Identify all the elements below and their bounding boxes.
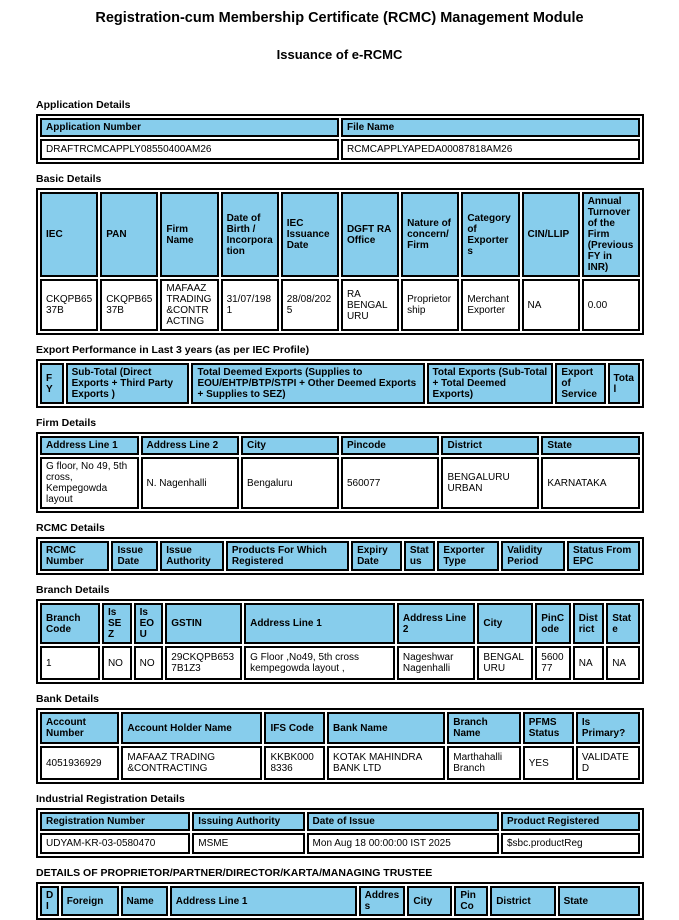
export-performance-table (36, 359, 644, 408)
table-cell: 560077 (341, 457, 440, 509)
section-label-proprietor-details: DETAILS OF PROPRIETOR/PARTNER/DIRECTOR/KARTA/MANAGING TRUSTEE (36, 867, 433, 879)
table-row (40, 833, 640, 854)
column-header: Expiry Date (351, 541, 402, 571)
column-header: State (558, 886, 640, 916)
table-cell: KOTAK MAHINDRA BANK LTD (327, 746, 445, 780)
table-row (40, 746, 640, 780)
column-header: Bank Name (327, 712, 445, 744)
column-header: IEC (40, 192, 98, 277)
branch-details-table (36, 599, 644, 684)
table-row (40, 457, 640, 509)
column-header: District (573, 603, 604, 644)
table-cell: BENGALURU (477, 646, 533, 680)
table-cell: NO (102, 646, 132, 680)
section-label-bank-details: Bank Details (36, 693, 100, 705)
table-cell: 29CKQPB6537B1Z3 (165, 646, 242, 680)
column-header: IEC Issuance Date (281, 192, 339, 277)
column-header: IFS Code (264, 712, 325, 744)
table-cell: Proprietorship (401, 279, 459, 331)
column-header: Status (404, 541, 436, 571)
column-header: Total Deemed Exports (Supplies to EOU/EHTP/BTP/STPI + Other Deemed Exports + Supplies to SEZ) (191, 363, 424, 404)
section-label-application-details: Application Details (36, 99, 131, 111)
table-header-row (40, 118, 640, 137)
table-cell: Merchant Exporter (461, 279, 519, 331)
table-cell: KARNATAKA (541, 457, 640, 509)
column-header: PFMS Status (523, 712, 574, 744)
table-header-row (40, 541, 640, 571)
column-header: Is Primary? (576, 712, 640, 744)
column-header: Branch Name (447, 712, 521, 744)
column-header: Export of Service (555, 363, 605, 404)
column-header: City (477, 603, 533, 644)
column-header: Pincode (341, 436, 440, 455)
table-cell: NA (606, 646, 640, 680)
table-cell: BENGALURU URBAN (441, 457, 539, 509)
column-header: FY (40, 363, 64, 404)
table-cell: $sbc.productReg (501, 833, 640, 854)
column-header: Total Exports (Sub-Total + Total Deemed Exports) (427, 363, 554, 404)
rcmc-details-table (36, 537, 644, 575)
column-header: Sub-Total (Direct Exports + Third Party Exports ) (66, 363, 190, 404)
page-subtitle: Issuance of e-RCMC (276, 47, 403, 62)
column-header: Issuing Authority (192, 812, 304, 831)
table-header-row (40, 603, 640, 644)
column-header: City (241, 436, 339, 455)
column-header: Exporter Type (437, 541, 499, 571)
basic-details-table (36, 188, 644, 335)
column-header: Is SEZ (102, 603, 132, 644)
column-header: Product Registered (501, 812, 640, 831)
column-header: PinCo (454, 886, 488, 916)
section-label-export-performance: Export Performance in Last 3 years (as per IEC Profile) (36, 344, 310, 356)
column-header: Products For Which Registered (226, 541, 349, 571)
column-header: Annual Turnover of the Firm (Previous FY in INR) (582, 192, 640, 277)
table-header-row (40, 192, 640, 277)
table-cell: VALIDATED (576, 746, 640, 780)
table-cell: NA (522, 279, 580, 331)
table-cell: 0.00 (582, 279, 640, 331)
column-header: Address Line 1 (40, 436, 139, 455)
column-header: PinCode (535, 603, 571, 644)
column-header: City (407, 886, 452, 916)
column-header: Category of Exporters (461, 192, 519, 277)
table-cell: MSME (192, 833, 304, 854)
section-label-basic-details: Basic Details (36, 173, 102, 185)
table-cell: KKBK0008336 (264, 746, 325, 780)
column-header: PAN (100, 192, 158, 277)
table-cell: G floor, No 49, 5th cross, Kempegowda layout (40, 457, 139, 509)
bank-details-table (36, 708, 644, 784)
table-cell: RCMCAPPLYAPEDA00087818AM26 (341, 139, 640, 160)
table-cell: NO (134, 646, 164, 680)
column-header: State (606, 603, 640, 644)
table-cell: CKQPB6537B (100, 279, 158, 331)
table-cell: DRAFTRCMCAPPLY08550400AM26 (40, 139, 339, 160)
table-cell: 1 (40, 646, 100, 680)
table-cell: MAFAAZ TRADING &CONTRACTING (160, 279, 218, 331)
column-header: Address (359, 886, 406, 916)
table-row (40, 279, 640, 331)
table-cell: Mon Aug 18 00:00:00 IST 2025 (307, 833, 499, 854)
column-header: Application Number (40, 118, 339, 137)
column-header: Issue Authority (160, 541, 224, 571)
column-header: Date of Birth / Incorporation (221, 192, 279, 277)
column-header: File Name (341, 118, 640, 137)
firm-details-table (36, 432, 644, 513)
column-header: State (541, 436, 640, 455)
column-header: Validity Period (501, 541, 565, 571)
column-header: RCMC Number (40, 541, 109, 571)
table-header-row (40, 886, 640, 916)
column-header: Address Line 2 (141, 436, 240, 455)
column-header: Name (121, 886, 168, 916)
column-header: Account Number (40, 712, 119, 744)
column-header: District (490, 886, 555, 916)
section-label-rcmc-details: RCMC Details (36, 522, 105, 534)
section-label-firm-details: Firm Details (36, 417, 97, 429)
table-header-row (40, 436, 640, 455)
table-cell: Nageshwar Nagenhalli (397, 646, 476, 680)
table-row (40, 646, 640, 680)
application-details-table (36, 114, 644, 164)
column-header: CIN/LLIP (522, 192, 580, 277)
proprietor-details-table (36, 882, 644, 920)
industrial-registration-table (36, 808, 644, 858)
column-header: Account Holder Name (121, 712, 262, 744)
column-header: Address Line 1 (170, 886, 357, 916)
column-header: Is EOU (134, 603, 164, 644)
table-cell: N. Nagenhalli (141, 457, 240, 509)
table-cell: MAFAAZ TRADING &CONTRACTING (121, 746, 262, 780)
section-label-branch-details: Branch Details (36, 584, 110, 596)
column-header: Branch Code (40, 603, 100, 644)
table-cell: 560077 (535, 646, 571, 680)
table-cell: NA (573, 646, 604, 680)
column-header: Date of Issue (307, 812, 499, 831)
column-header: Firm Name (160, 192, 218, 277)
section-label-industrial-registration: Industrial Registration Details (36, 793, 185, 805)
table-cell: 28/08/2025 (281, 279, 339, 331)
column-header: District (441, 436, 539, 455)
table-header-row (40, 712, 640, 744)
column-header: Foreign (61, 886, 119, 916)
column-header: DGFT RA Office (341, 192, 399, 277)
column-header: Registration Number (40, 812, 190, 831)
column-header: Total (608, 363, 640, 404)
table-cell: 31/07/1981 (221, 279, 279, 331)
table-header-row (40, 812, 640, 831)
column-header: DI (40, 886, 59, 916)
table-header-row (40, 363, 640, 404)
table-cell: UDYAM-KR-03-0580470 (40, 833, 190, 854)
table-cell: YES (523, 746, 574, 780)
page-title: Registration-cum Membership Certificate (RCMC) Management Module (95, 10, 584, 26)
column-header: GSTIN (165, 603, 242, 644)
table-cell: Bengaluru (241, 457, 339, 509)
column-header: Address Line 2 (397, 603, 476, 644)
document-body (36, 99, 644, 920)
table-cell: G Floor ,No49, 5th cross kempegowda layout , (244, 646, 395, 680)
table-cell: 4051936929 (40, 746, 119, 780)
table-cell: CKQPB6537B (40, 279, 98, 331)
table-row (40, 139, 640, 160)
column-header: Address Line 1 (244, 603, 395, 644)
table-cell: RA BENGALURU (341, 279, 399, 331)
column-header: Issue Date (111, 541, 158, 571)
column-header: Status From EPC (567, 541, 640, 571)
column-header: Nature of concern/Firm (401, 192, 459, 277)
table-cell: Marthahalli Branch (447, 746, 521, 780)
